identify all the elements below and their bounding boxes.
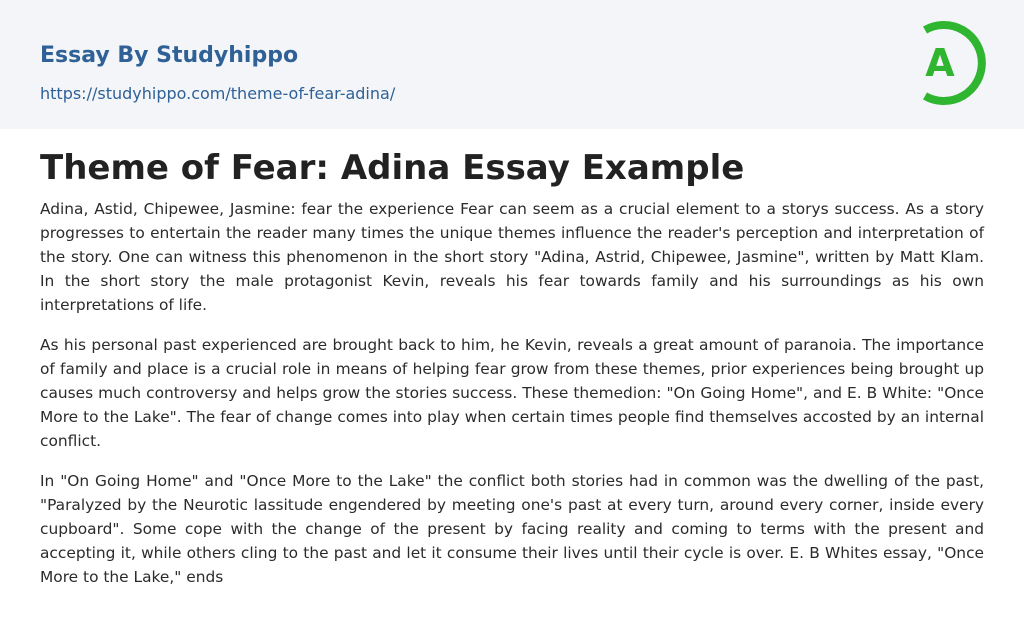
article-paragraph-3: In "On Going Home" and "Once More to the Lake" the conflict both stories had in common was the dwelling of the past, "Paralyzed by the Neurotic lassitude engendered by meeting one's past at every turn, around every corner, inside every cupboard". Some cope with the change of the present by facing reality and coming to terms with the present and accepting it, while others cling to the past and let it consume their lives until their cycle is over. E. B Whites essay, "Once More to the Lake," ends: [40, 472, 984, 586]
article-paragraph-2: As his personal past experienced are brought back to him, he Kevin, reveals a great amount of paranoia. The importance of family and place is a crucial role in means of helping fear grow from these themes, prior experiences being brought up causes much controversy and helps grow the stories success. These themedion: "On Going Home", and E. B White: "Once More to the Lake". The fear of change comes into play when certain times people find themselves accosted by an internal conflict.: [40, 336, 984, 450]
article: [40, 145, 984, 589]
article-title: Theme of Fear: Adina Essay Example: [40, 148, 745, 188]
site-header: [0, 0, 1024, 129]
page-url-link[interactable]: https://studyhippo.com/theme-of-fear-adina/: [40, 84, 396, 103]
article-paragraph-1: Adina, Astid, Chipewee, Jasmine: fear the experience Fear can seem as a crucial element to a storys success. As a story progresses to entertain the reader many times the unique themes influence the reader's perception and interpretation of the story. One can witness this phenomenon in the short story "Adina, Astrid, Chipewee, Jasmine", written by Matt Klam. In the short story the male protagonist Kevin, reveals his fear towards family and his surroundings as his own interpretations of life.: [40, 200, 984, 314]
site-brand[interactable]: Essay By Studyhippo: [40, 43, 299, 68]
studyhippo-logo-icon[interactable]: [912, 20, 986, 106]
logo-letter: A: [925, 41, 955, 85]
